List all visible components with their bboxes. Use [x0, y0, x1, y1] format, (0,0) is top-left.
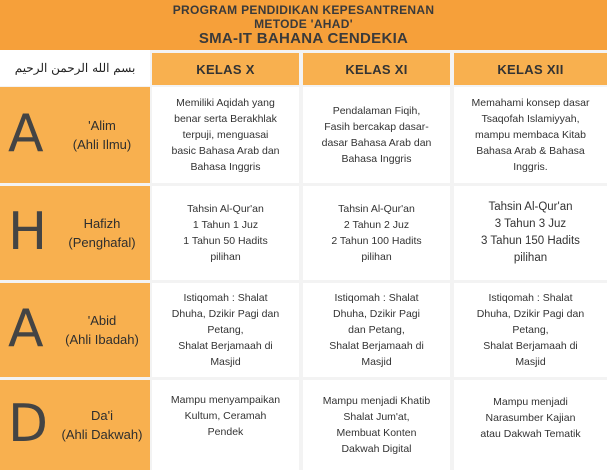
page-header	[0, 0, 607, 50]
cell-text: Istiqomah : Shalat Dhuha, Dzikir Pagi dan Petang, Shalat Berjamaah di Masjid	[171, 292, 280, 368]
row-title: Da'i (Ahli Dakwah)	[61, 408, 143, 442]
cell-alim-kelas-xii	[454, 87, 607, 183]
header-program-title: PROGRAM PENDIDIKAN KEPESANTRENAN	[172, 3, 435, 17]
row-letter: A	[8, 298, 44, 359]
row-title: Hafizh (Penghafal)	[68, 216, 136, 250]
cell-hafizh-kelas-x	[152, 186, 299, 280]
cell-abid-kelas-xii	[454, 283, 607, 377]
cell-text: Tahsin Al-Qur'an 2 Tahun 2 Juz 2 Tahun 100 Hadits pilihan	[331, 203, 422, 263]
cell-text: Mampu menjadi Khatib Shalat Jum'at, Membuat Konten Dakwah Digital	[322, 395, 431, 455]
cell-text: Istiqomah : Shalat Dhuha, Dzikir Pagi dan Petang, Shalat Berjamaah di Masjid	[476, 292, 585, 368]
cell-text: Memiliki Aqidah yang benar serta Berakhlak terpuji, menguasai basic Bahasa Arab dan Bahasa Inggris	[171, 97, 280, 173]
row-header-alim	[0, 87, 150, 183]
row-header-abid	[0, 283, 150, 377]
row-title: 'Abid (Ahli Ibadah)	[65, 313, 139, 347]
bismillah-calligraphy: بسم الله الرحمن الرحيم	[0, 50, 150, 86]
cell-text: Pendalaman Fiqih, Fasih bercakap dasar- dasar Bahasa Arab dan Bahasa Inggris	[321, 105, 432, 165]
column-header-kelas-x: KELAS X	[152, 53, 299, 85]
header-school-name: SMA-IT BAHANA CENDEKIA	[198, 30, 409, 47]
cell-text: Istiqomah : Shalat Dhuha, Dzikir Pagi dan Petang, Shalat Berjamaah di Masjid	[329, 292, 424, 368]
cell-alim-kelas-x	[152, 87, 299, 183]
cell-abid-kelas-xi	[303, 283, 450, 377]
cell-alim-kelas-xi	[303, 87, 450, 183]
cell-hafizh-kelas-xii	[454, 186, 607, 280]
column-header-kelas-xi: KELAS XI	[303, 53, 450, 85]
row-letter: D	[8, 393, 49, 454]
cell-dai-kelas-x	[152, 380, 299, 470]
cell-dai-kelas-xi	[303, 380, 450, 470]
row-title: 'Alim (Ahli Ilmu)	[72, 118, 132, 152]
row-header-dai	[0, 380, 150, 470]
header-method-title: METODE 'AHAD'	[254, 17, 353, 31]
cell-text: Memahami konsep dasar Tsaqofah Islamiyyah, mampu membaca Kitab Bahasa Arab & Bahasa Inggris.	[471, 97, 590, 173]
cell-text: Tahsin Al-Qur'an 1 Tahun 1 Juz 1 Tahun 50 Hadits pilihan	[183, 203, 268, 263]
cell-hafizh-kelas-xi	[303, 186, 450, 280]
cell-text: Mampu menyampaikan Kultum, Ceramah Pendek	[170, 394, 281, 438]
column-header-kelas-xii: KELAS XII	[454, 53, 607, 85]
row-letter: A	[8, 103, 44, 164]
cell-text: Mampu menjadi Narasumber Kajian atau Dakwah Tematik	[480, 396, 581, 440]
row-header-hafizh	[0, 186, 150, 280]
cell-dai-kelas-xii	[454, 380, 607, 470]
cell-abid-kelas-x	[152, 283, 299, 377]
cell-text: Tahsin Al-Qur'an 3 Tahun 3 Juz 3 Tahun 150 Hadits pilihan	[481, 201, 580, 264]
row-letter: H	[8, 201, 48, 262]
